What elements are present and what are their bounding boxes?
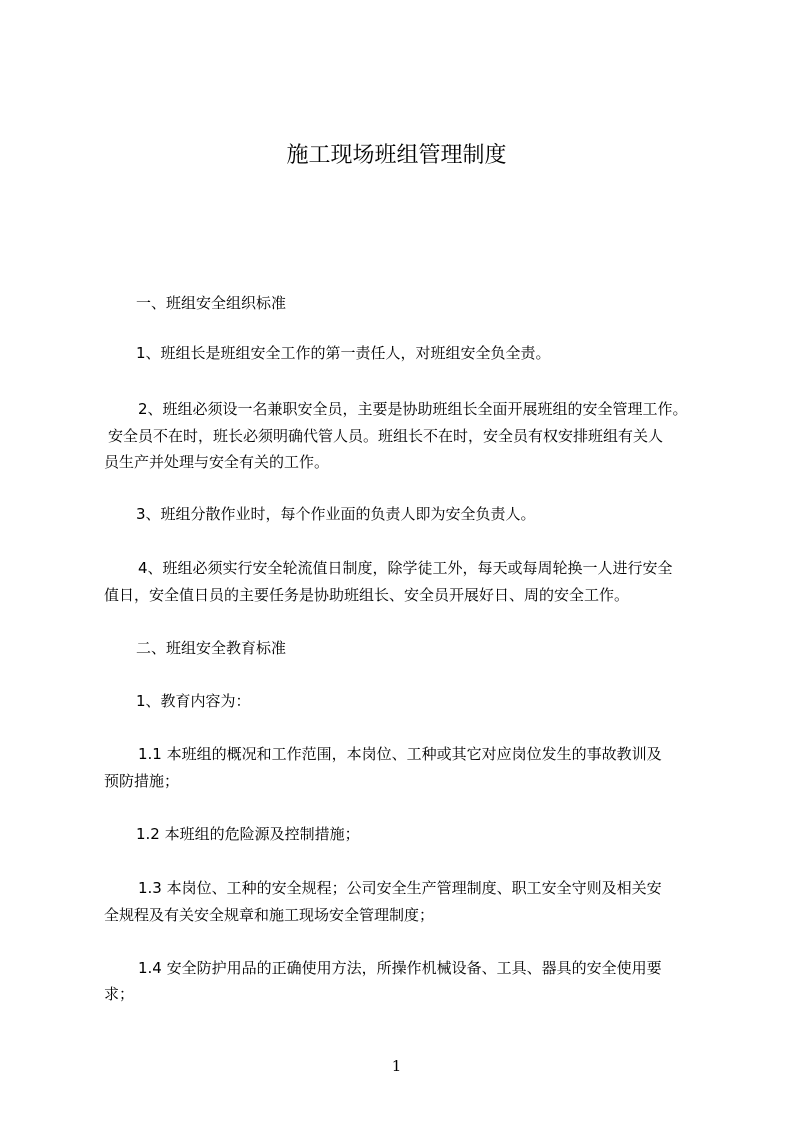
section-heading-1: 一、班组安全组织标准 bbox=[136, 294, 287, 312]
paragraph-2-line-2: 安全员不在时，班长必须明确代管人员。班组长不在时，安全员有权安排班组有关人 bbox=[108, 427, 664, 445]
paragraph-4-line-2: 值日，安全值日员的主要任务是协助班组长、安全员开展好日、周的安全工作。 bbox=[104, 586, 630, 604]
paragraph-9-line-1: 1.4 安全防护用品的正确使用方法，所操作机械设备、工具、器具的安全使用要 bbox=[138, 959, 662, 977]
paragraph-2-line-1: 2、班组必须设一名兼职安全员，主要是协助班组长全面开展班组的安全管理工作。 bbox=[138, 400, 688, 418]
paragraph-8-line-2: 全规程及有关安全规章和施工现场安全管理制度； bbox=[104, 906, 435, 924]
paragraph-4-line-1: 4、班组必须实行安全轮流值日制度，除学徒工外，每天或每周轮换一人进行安全 bbox=[138, 559, 673, 577]
paragraph-7: 1.2 本班组的危险源及控制措施； bbox=[136, 825, 360, 843]
document-title: 施工现场班组管理制度 bbox=[286, 143, 507, 168]
page-number: 1 bbox=[391, 1057, 402, 1075]
paragraph-5: 1、教育内容为： bbox=[136, 692, 251, 710]
paragraph-1: 1、班组长是班组安全工作的第一责任人，对班组安全负全责。 bbox=[136, 344, 551, 362]
paragraph-2-line-3: 员生产并处理与安全有关的工作。 bbox=[104, 453, 330, 471]
section-heading-2: 二、班组安全教育标准 bbox=[136, 639, 287, 657]
paragraph-3: 3、班组分散作业时，每个作业面的负责人即为安全负责人。 bbox=[136, 505, 536, 523]
paragraph-6-line-2: 预防措施； bbox=[104, 772, 180, 790]
paragraph-8-line-1: 1.3 本岗位、工种的安全规程；公司安全生产管理制度、职工安全守则及相关安 bbox=[138, 879, 662, 897]
paragraph-9-line-2: 求； bbox=[104, 985, 135, 1003]
paragraph-6-line-1: 1.1 本班组的概况和工作范围，本岗位、工种或其它对应岗位发生的事故教训及 bbox=[138, 745, 662, 763]
